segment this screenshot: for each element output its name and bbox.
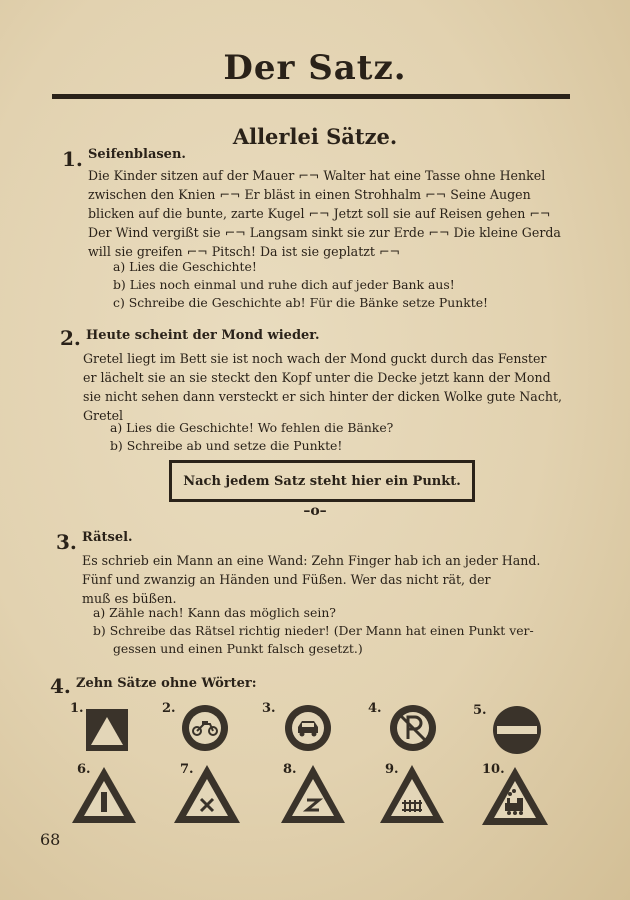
text-line: er lächelt sie an sie steckt den Kopf unter die Decke jetzt kann der Mond: [83, 370, 551, 385]
sign-number: 6.: [77, 762, 91, 777]
sign-number: 1.: [70, 701, 84, 716]
task-item-continuation: gessen und einen Punkt falsch gesetzt.): [113, 641, 363, 656]
crossroads-icon: [172, 763, 242, 825]
task-item: a) Lies die Geschichte! Wo fehlen die Bänke?: [110, 420, 394, 435]
text-line: Gretel: [83, 408, 124, 423]
task-item: a) Lies die Geschichte!: [113, 259, 257, 274]
task-item: c) Schreibe die Geschichte ab! Für die Bänke setze Punkte!: [113, 295, 489, 310]
no-cars-icon: [283, 703, 333, 753]
sign-number: 2.: [162, 701, 176, 716]
text-line: muß es büßen.: [82, 591, 177, 606]
text-line: blicken auf die bunte, zarte Kugel ⌐¬ Jetzt soll sie auf Reisen gehen ⌐¬: [88, 206, 551, 221]
section-1-text: [88, 166, 568, 261]
no-parking-icon: [388, 703, 438, 753]
priority-road-icon: [84, 707, 130, 753]
no-motorcycles-icon: [180, 703, 230, 753]
page-title: Der Satz.: [223, 48, 407, 88]
section-4-number: 4.: [50, 674, 71, 698]
page-subtitle: Allerlei Sätze.: [232, 124, 398, 149]
section-1-tasks: [113, 258, 553, 312]
sign-number: 5.: [473, 703, 487, 718]
curve-icon: [279, 763, 347, 825]
section-3-heading: Rätsel.: [82, 530, 133, 545]
section-1-heading: Seifenblasen.: [88, 147, 186, 162]
text-line: zwischen den Knien ⌐¬ Er bläst in einen Strohhalm ⌐¬ Seine Augen: [88, 187, 531, 202]
train-crossing-icon: [480, 765, 550, 827]
sign-number: 3.: [262, 701, 276, 716]
railway-crossing-gate-icon: [378, 763, 446, 825]
page-number: 68: [40, 830, 61, 849]
sign-number: 9.: [385, 762, 399, 777]
section-2-tasks: [110, 419, 550, 455]
section-2-text: [83, 349, 567, 425]
no-entry-icon: [492, 705, 542, 755]
sign-number: 4.: [368, 701, 382, 716]
text-line: Gretel liegt im Bett sie ist noch wach der Mond guckt durch das Fenster: [83, 351, 547, 366]
sign-number: 7.: [180, 762, 194, 777]
section-1-number: 1.: [62, 147, 83, 171]
text-line: Der Wind vergißt sie ⌐¬ Langsam sinkt sie zur Erde ⌐¬ Die kleine Gerda: [88, 225, 561, 240]
sign-number: 10.: [482, 762, 505, 777]
section-2-number: 2.: [60, 326, 81, 350]
text-line: Die Kinder sitzen auf der Mauer ⌐¬ Walter hat eine Tasse ohne Henkel: [88, 168, 546, 183]
task-item: b) Lies noch einmal und ruhe dich auf jeder Bank aus!: [113, 277, 455, 292]
title-rule: [52, 94, 570, 99]
text-line: Fünf und zwanzig an Händen und Füßen. Wer das nicht rät, der: [82, 572, 491, 587]
section-3-number: 3.: [56, 530, 77, 554]
section-4-heading: Zehn Sätze ohne Wörter:: [76, 676, 257, 691]
section-2-heading: Heute scheint der Mond wieder.: [86, 328, 320, 343]
task-item: b) Schreibe das Rätsel richtig nieder! (Der Mann hat einen Punkt ver-: [93, 623, 534, 638]
task-item: b) Schreibe ab und setze die Punkte!: [110, 438, 343, 453]
text-line: sie nicht sehen dann versteckt er sich hinter der dicken Wolke gute Nacht,: [83, 389, 563, 404]
section-divider: –o–: [303, 503, 327, 519]
punctuation-rule-box: Nach jedem Satz steht hier ein Punkt.: [169, 460, 475, 502]
section-3-text: [82, 551, 562, 608]
sign-number: 8.: [283, 762, 297, 777]
section-3-tasks: [93, 604, 563, 658]
task-item: a) Zähle nach! Kann das möglich sein?: [93, 605, 336, 620]
text-line: Es schrieb ein Mann an eine Wand: Zehn Finger hab ich an jeder Hand.: [82, 553, 541, 568]
text-line: will sie greifen ⌐¬ Pitsch! Da ist sie geplatzt ⌐¬: [88, 244, 401, 259]
danger-exclamation-icon: [70, 765, 138, 825]
